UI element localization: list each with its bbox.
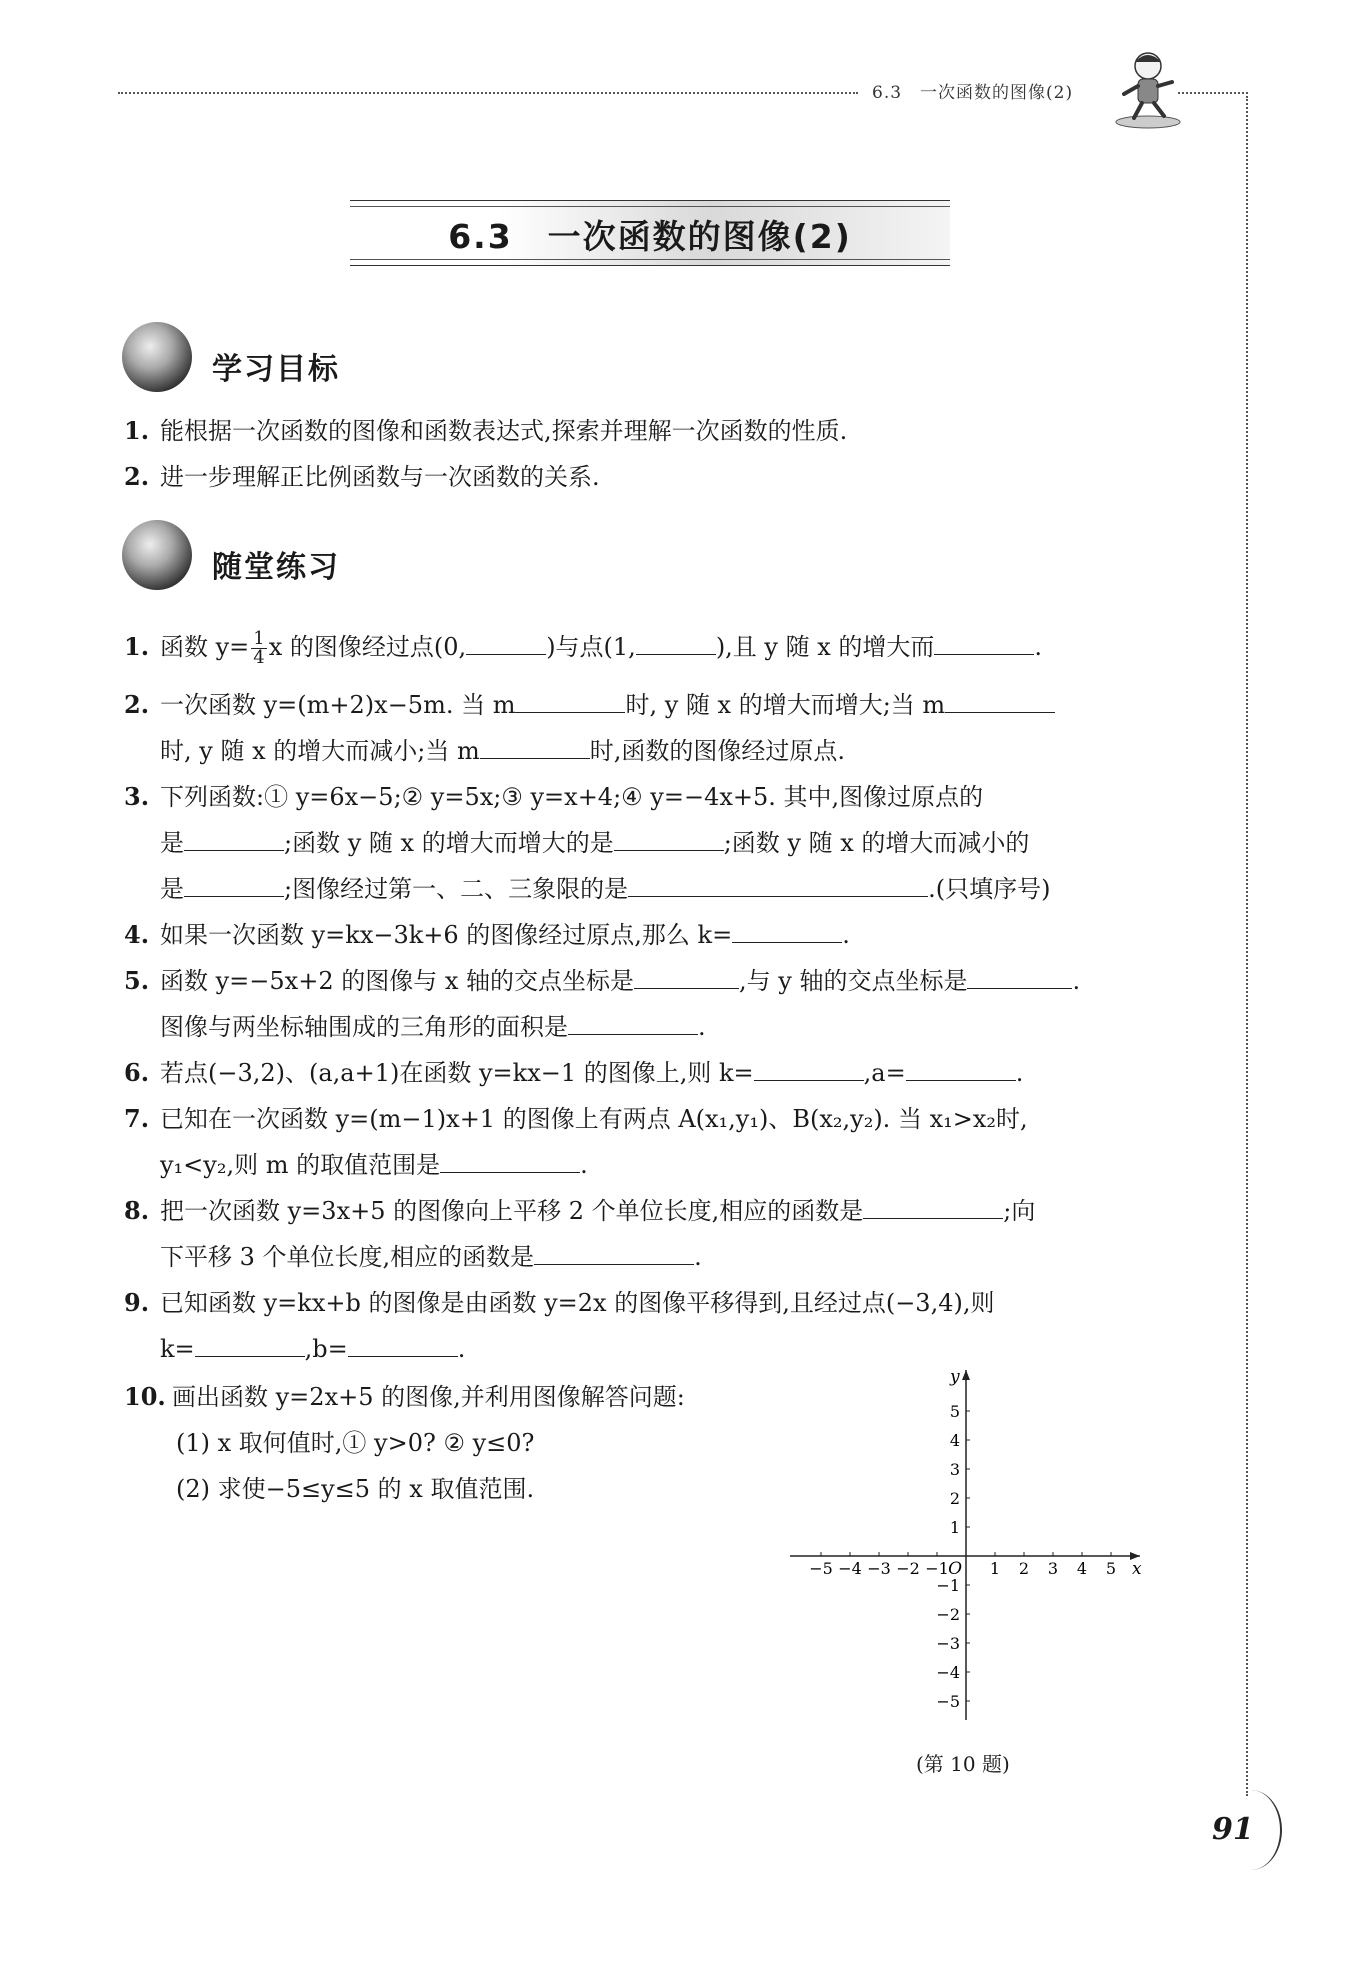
x-tick-label: −1 — [925, 1559, 949, 1578]
globe-icon — [122, 520, 192, 590]
x-tick-label: 1 — [989, 1559, 1001, 1578]
question-7: 7. 已知在一次函数 y=(m−1)x+1 的图像上有两点 A(x₁,y₁)、B(x₂,y₂). 当 x₁>x₂时, — [124, 1104, 1028, 1133]
answer-blank[interactable] — [480, 738, 590, 759]
x-tick-label: 5 — [1105, 1559, 1117, 1578]
answer-blank[interactable] — [636, 634, 716, 655]
x-tick-label: 2 — [1018, 1559, 1030, 1578]
right-dotted-border — [1246, 96, 1248, 1796]
question-2: 2. 一次函数 y=(m+2)x−5m. 当 m 时, y 随 x 的增大而增大;当 m — [124, 690, 1055, 720]
answer-blank[interactable] — [515, 692, 625, 713]
y-tick-label: −1 — [936, 1576, 960, 1595]
y-tick-label: 2 — [949, 1489, 960, 1508]
practice-heading: 随堂练习 — [212, 550, 340, 585]
question-10: 10. 画出函数 y=2x+5 的图像,并利用图像解答问题: — [124, 1382, 685, 1411]
figure-caption: (第 10 题) — [916, 1752, 1010, 1776]
answer-blank[interactable] — [628, 876, 928, 897]
answer-blank[interactable] — [754, 1060, 864, 1081]
answer-blank[interactable] — [440, 1152, 580, 1173]
y-tick-label: −5 — [936, 1692, 960, 1711]
running-header: 6.3 一次函数的图像(2) — [872, 83, 1074, 103]
question-6: 6. 若点(−3,2)、(a,a+1)在函数 y=kx−1 的图像上,则 k= ,a= . — [124, 1058, 1024, 1087]
x-tick-label: 3 — [1047, 1559, 1059, 1578]
question-1: 1. 函数 y= $\frac{1}{4}$ x 的图像经过点(0, )与点(1, ),且 y 随 x 的增大而 . — [124, 628, 1043, 668]
y-tick-label: 3 — [949, 1460, 960, 1479]
page-number: 91 — [1212, 1812, 1254, 1847]
question-2-cont: 时, y 随 x 的增大而减小;当 m 时,函数的图像经过原点. — [160, 737, 845, 765]
coordinate-grid[interactable] — [780, 1360, 1160, 1740]
question-5-cont: 图像与两坐标轴围成的三角形的面积是 . — [160, 1013, 706, 1041]
question-3-cont: 是 ;图像经过第一、二、三象限的是 .(只填序号) — [160, 875, 1051, 903]
y-tick-label: −4 — [936, 1663, 960, 1682]
answer-blank[interactable] — [934, 634, 1034, 655]
answer-blank[interactable] — [906, 1060, 1016, 1081]
question-4: 4. 如果一次函数 y=kx−3k+6 的图像经过原点,那么 k= . — [124, 920, 850, 949]
objective-item: 2. 进一步理解正比例函数与一次函数的关系. — [124, 462, 600, 491]
x-tick-label: 4 — [1076, 1559, 1088, 1578]
question-8-cont: 下平移 3 个单位长度,相应的函数是 . — [160, 1243, 702, 1271]
y-axis-arrow — [962, 1370, 970, 1380]
x-tick-label: −3 — [867, 1559, 891, 1578]
y-tick-label: 5 — [949, 1402, 960, 1421]
y-axis-label: y — [950, 1367, 960, 1387]
question-7-cont: y₁<y₂,则 m 的取值范围是 . — [160, 1151, 588, 1179]
origin-label: O — [948, 1559, 962, 1579]
answer-blank[interactable] — [967, 968, 1072, 989]
mascot-boy-icon — [1112, 48, 1184, 130]
question-10-part-2: (2) 求使−5≤y≤5 的 x 取值范围. — [176, 1475, 535, 1503]
question-5: 5. 函数 y=−5x+2 的图像与 x 轴的交点坐标是 ,与 y 轴的交点坐标是 . — [124, 966, 1081, 995]
question-3-cont: 是 ;函数 y 随 x 的增大而增大的是 ;函数 y 随 x 的增大而减小的 — [160, 829, 1030, 857]
answer-blank[interactable] — [184, 876, 284, 897]
lesson-title: 6.3 一次函数的图像(2) — [448, 217, 852, 256]
question-10-part-1: (1) x 取何值时,① y>0? ② y≤0? — [176, 1429, 535, 1457]
lesson-title-banner — [350, 200, 950, 266]
objectives-heading: 学习目标 — [212, 352, 340, 387]
y-tick-label: −2 — [936, 1605, 960, 1624]
answer-blank[interactable] — [195, 1336, 305, 1357]
answer-blank[interactable] — [945, 692, 1055, 713]
globe-icon — [122, 322, 192, 392]
question-9-cont: k= ,b= . — [160, 1335, 466, 1363]
fraction: $\frac{1}{4}$ — [253, 628, 265, 668]
answer-blank[interactable] — [568, 1014, 698, 1035]
answer-blank[interactable] — [534, 1244, 694, 1265]
x-tick-label: −4 — [838, 1559, 862, 1578]
y-tick-label: −3 — [936, 1634, 960, 1653]
answer-blank[interactable] — [614, 830, 724, 851]
question-9: 9. 已知函数 y=kx+b 的图像是由函数 y=2x 的图像平移得到,且经过点(−3,4),则 — [124, 1288, 995, 1317]
x-axis-label: x — [1132, 1559, 1142, 1579]
answer-blank[interactable] — [466, 634, 546, 655]
y-tick-label: 1 — [949, 1518, 960, 1537]
answer-blank[interactable] — [732, 922, 842, 943]
header-dotted-rule — [118, 92, 858, 94]
header-dotted-rule-right — [1178, 92, 1248, 94]
answer-blank[interactable] — [863, 1198, 1003, 1219]
answer-blank[interactable] — [348, 1336, 458, 1357]
x-tick-label: −2 — [896, 1559, 920, 1578]
answer-blank[interactable] — [634, 968, 739, 989]
x-tick-label: −5 — [809, 1559, 833, 1578]
y-tick-label: 4 — [949, 1431, 960, 1450]
question-3: 3. 下列函数:① y=6x−5;② y=5x;③ y=x+4;④ y=−4x+5. 其中,图像过原点的 — [124, 782, 984, 811]
objective-item: 1. 能根据一次函数的图像和函数表达式,探索并理解一次函数的性质. — [124, 416, 848, 445]
question-8: 8. 把一次函数 y=3x+5 的图像向上平移 2 个单位长度,相应的函数是 ;向 — [124, 1196, 1036, 1225]
answer-blank[interactable] — [184, 830, 284, 851]
